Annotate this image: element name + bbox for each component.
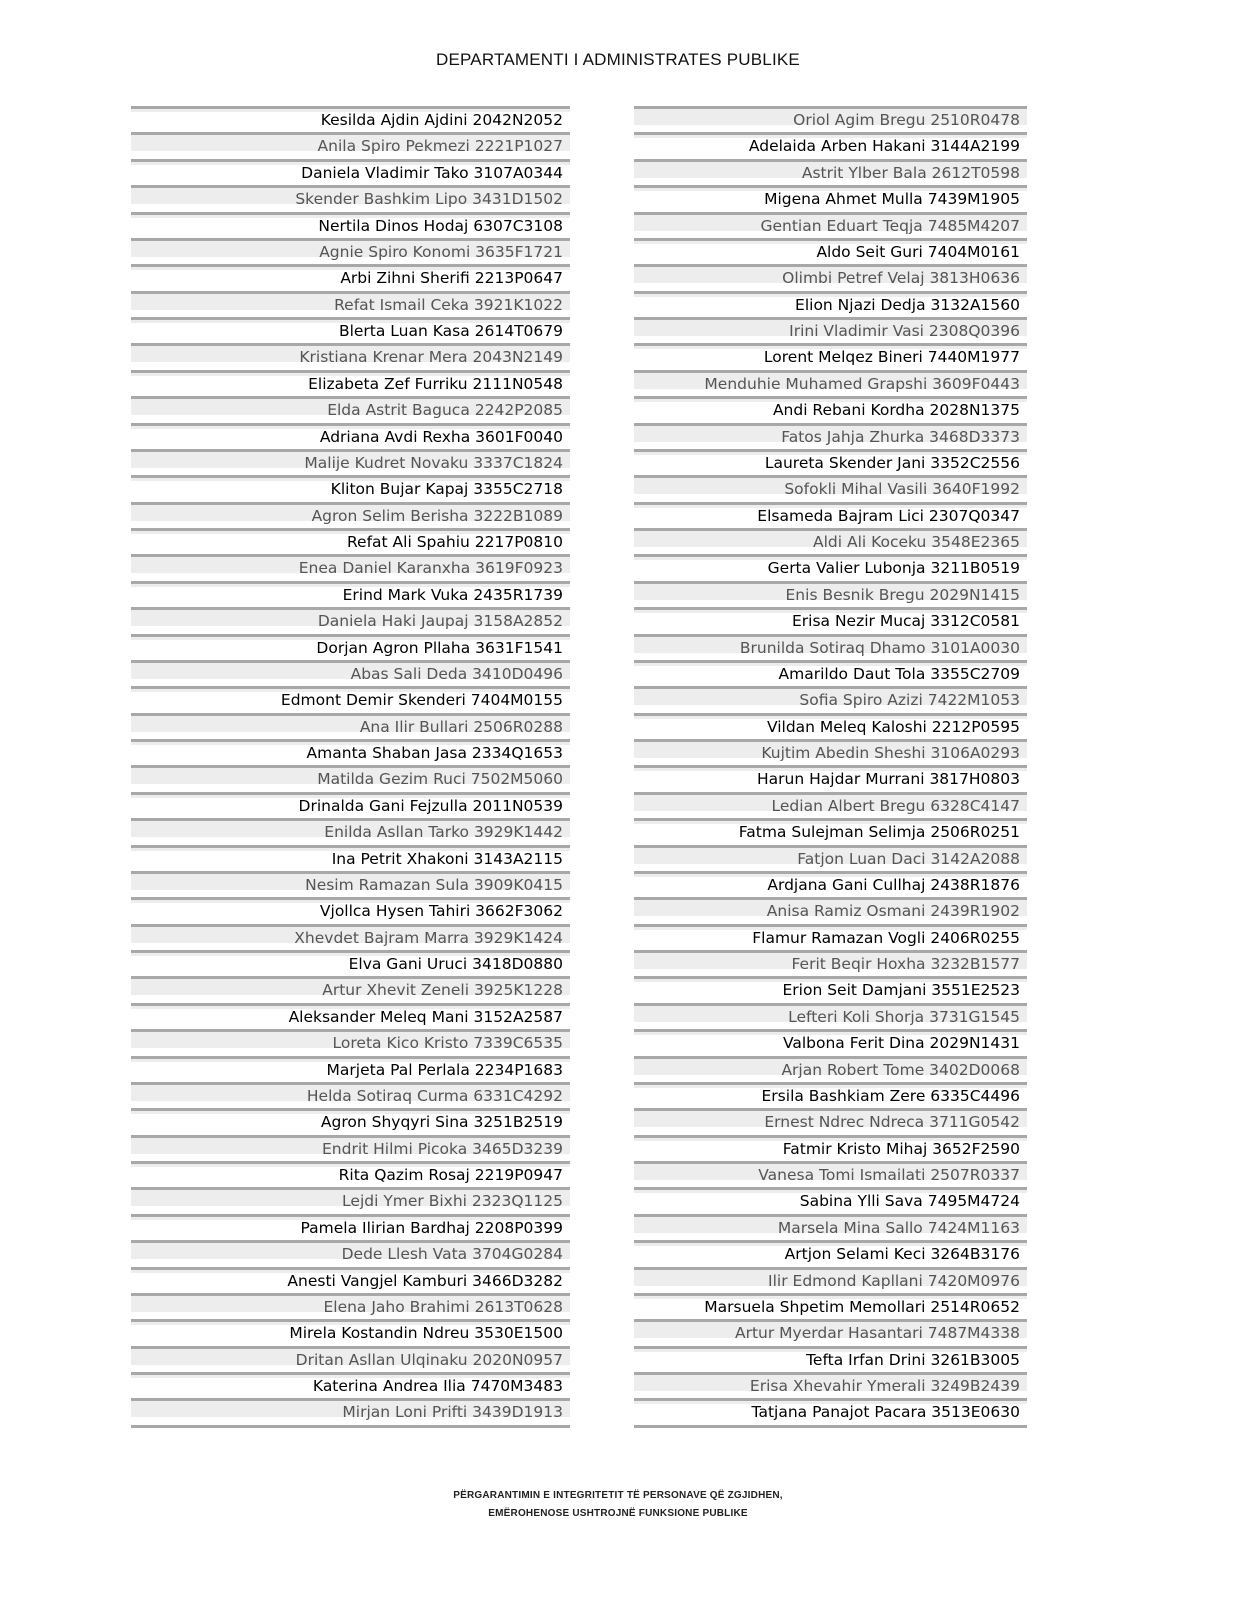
list-item: Agron Shyqyri Sina 3251B2519 bbox=[131, 1108, 570, 1134]
list-item: Enea Daniel Karanxha 3619F0923 bbox=[131, 554, 570, 580]
list-item: Marsela Mina Sallo 7424M1163 bbox=[634, 1214, 1027, 1240]
list-item: Gerta Valier Lubonja 3211B0519 bbox=[634, 554, 1027, 580]
list-item: Menduhie Muhamed Grapshi 3609F0443 bbox=[634, 370, 1027, 396]
page-footer bbox=[0, 1487, 1236, 1523]
list-item: Ferit Beqir Hoxha 3232B1577 bbox=[634, 950, 1027, 976]
list-item: Ana Ilir Bullari 2506R0288 bbox=[131, 713, 570, 739]
list-item: Ina Petrit Xhakoni 3143A2115 bbox=[131, 845, 570, 871]
list-item: Endrit Hilmi Picoka 3465D3239 bbox=[131, 1135, 570, 1161]
page-title: DEPARTAMENTI I ADMINISTRATES PUBLIKE bbox=[436, 50, 800, 69]
list-item: Lorent Melqez Bineri 7440M1977 bbox=[634, 343, 1027, 369]
list-item: Aleksander Meleq Mani 3152A2587 bbox=[131, 1003, 570, 1029]
list-item: Edmont Demir Skenderi 7404M0155 bbox=[131, 686, 570, 712]
list-item: Sofokli Mihal Vasili 3640F1992 bbox=[634, 475, 1027, 501]
list-item: Marsuela Shpetim Memollari 2514R0652 bbox=[634, 1293, 1027, 1319]
list-item: Helda Sotiraq Curma 6331C4292 bbox=[131, 1082, 570, 1108]
list-item: Brunilda Sotiraq Dhamo 3101A0030 bbox=[634, 634, 1027, 660]
list-item: Valbona Ferit Dina 2029N1431 bbox=[634, 1029, 1027, 1055]
list-item: Nertila Dinos Hodaj 6307C3108 bbox=[131, 212, 570, 238]
list-item: Agron Selim Berisha 3222B1089 bbox=[131, 502, 570, 528]
list-item: Aldo Seit Guri 7404M0161 bbox=[634, 238, 1027, 264]
list-item: Sofia Spiro Azizi 7422M1053 bbox=[634, 686, 1027, 712]
list-item: Artur Xhevit Zeneli 3925K1228 bbox=[131, 976, 570, 1002]
list-item: Elizabeta Zef Furriku 2111N0548 bbox=[131, 370, 570, 396]
list-item: Pamela Ilirian Bardhaj 2208P0399 bbox=[131, 1214, 570, 1240]
list-item: Agnie Spiro Konomi 3635F1721 bbox=[131, 238, 570, 264]
column-bottom-rule bbox=[634, 1425, 1027, 1428]
list-item: Blerta Luan Kasa 2614T0679 bbox=[131, 317, 570, 343]
list-item: Sabina Ylli Sava 7495M4724 bbox=[634, 1187, 1027, 1213]
list-item: Katerina Andrea Ilia 7470M3483 bbox=[131, 1372, 570, 1398]
list-item: Tatjana Panajot Pacara 3513E0630 bbox=[634, 1398, 1027, 1424]
list-item: Fatos Jahja Zhurka 3468D3373 bbox=[634, 423, 1027, 449]
list-item: Anisa Ramiz Osmani 2439R1902 bbox=[634, 897, 1027, 923]
list-item: Dritan Asllan Ulqinaku 2020N0957 bbox=[131, 1346, 570, 1372]
list-item: Vjollca Hysen Tahiri 3662F3062 bbox=[131, 897, 570, 923]
list-item: Adriana Avdi Rexha 3601F0040 bbox=[131, 423, 570, 449]
list-item: Gentian Eduart Teqja 7485M4207 bbox=[634, 212, 1027, 238]
list-item: Adelaida Arben Hakani 3144A2199 bbox=[634, 132, 1027, 158]
list-item: Anesti Vangjel Kamburi 3466D3282 bbox=[131, 1267, 570, 1293]
list-item: Kujtim Abedin Sheshi 3106A0293 bbox=[634, 739, 1027, 765]
list-item: Fatma Sulejman Selimja 2506R0251 bbox=[634, 818, 1027, 844]
list-item: Enilda Asllan Tarko 3929K1442 bbox=[131, 818, 570, 844]
list-item: Marjeta Pal Perlala 2234P1683 bbox=[131, 1056, 570, 1082]
list-item: Oriol Agim Bregu 2510R0478 bbox=[634, 106, 1027, 132]
footer-line-2: EMËROHENOSE USHTROJNË FUNKSIONE PUBLIKE bbox=[488, 1508, 748, 1519]
list-item: Astrit Ylber Bala 2612T0598 bbox=[634, 159, 1027, 185]
list-item: Nesim Ramazan Sula 3909K0415 bbox=[131, 871, 570, 897]
list-item: Ersila Bashkiam Zere 6335C4496 bbox=[634, 1082, 1027, 1108]
list-item: Amarildo Daut Tola 3355C2709 bbox=[634, 660, 1027, 686]
list-item: Fatjon Luan Daci 3142A2088 bbox=[634, 845, 1027, 871]
list-item: Refat Ali Spahiu 2217P0810 bbox=[131, 528, 570, 554]
list-item: Kliton Bujar Kapaj 3355C2718 bbox=[131, 475, 570, 501]
list-item: Harun Hajdar Murrani 3817H0803 bbox=[634, 765, 1027, 791]
footer-line-1: PËRGARANTIMIN E INTEGRITETIT TË PERSONAVE QË ZGJIDHEN, bbox=[453, 1490, 783, 1501]
list-item: Daniela Vladimir Tako 3107A0344 bbox=[131, 159, 570, 185]
list-item: Artur Myerdar Hasantari 7487M4338 bbox=[634, 1319, 1027, 1345]
column-bottom-rule bbox=[131, 1425, 570, 1428]
list-item: Xhevdet Bajram Marra 3929K1424 bbox=[131, 924, 570, 950]
list-item: Abas Sali Deda 3410D0496 bbox=[131, 660, 570, 686]
list-item: Andi Rebani Kordha 2028N1375 bbox=[634, 396, 1027, 422]
list-item: Ardjana Gani Cullhaj 2438R1876 bbox=[634, 871, 1027, 897]
list-item: Fatmir Kristo Mihaj 3652F2590 bbox=[634, 1135, 1027, 1161]
list-item: Ilir Edmond Kapllani 7420M0976 bbox=[634, 1267, 1027, 1293]
list-item: Elva Gani Uruci 3418D0880 bbox=[131, 950, 570, 976]
list-item: Vildan Meleq Kaloshi 2212P0595 bbox=[634, 713, 1027, 739]
list-item: Erisa Nezir Mucaj 3312C0581 bbox=[634, 607, 1027, 633]
list-item: Kesilda Ajdin Ajdini 2042N2052 bbox=[131, 106, 570, 132]
list-item: Drinalda Gani Fejzulla 2011N0539 bbox=[131, 792, 570, 818]
list-item: Elena Jaho Brahimi 2613T0628 bbox=[131, 1293, 570, 1319]
list-item: Elda Astrit Baguca 2242P2085 bbox=[131, 396, 570, 422]
list-item: Arjan Robert Tome 3402D0068 bbox=[634, 1056, 1027, 1082]
list-item: Mirjan Loni Prifti 3439D1913 bbox=[131, 1398, 570, 1424]
list-item: Olimbi Petref Velaj 3813H0636 bbox=[634, 264, 1027, 290]
list-item: Kristiana Krenar Mera 2043N2149 bbox=[131, 343, 570, 369]
list-item: Ernest Ndrec Ndreca 3711G0542 bbox=[634, 1108, 1027, 1134]
list-item: Loreta Kico Kristo 7339C6535 bbox=[131, 1029, 570, 1055]
list-item: Flamur Ramazan Vogli 2406R0255 bbox=[634, 924, 1027, 950]
list-item: Dede Llesh Vata 3704G0284 bbox=[131, 1240, 570, 1266]
list-item: Artjon Selami Keci 3264B3176 bbox=[634, 1240, 1027, 1266]
list-item: Daniela Haki Jaupaj 3158A2852 bbox=[131, 607, 570, 633]
right-name-column bbox=[634, 106, 1027, 1428]
list-item: Erind Mark Vuka 2435R1739 bbox=[131, 581, 570, 607]
list-item: Enis Besnik Bregu 2029N1415 bbox=[634, 581, 1027, 607]
list-item: Refat Ismail Ceka 3921K1022 bbox=[131, 291, 570, 317]
list-item: Erion Seit Damjani 3551E2523 bbox=[634, 976, 1027, 1002]
list-item: Lejdi Ymer Bixhi 2323Q1125 bbox=[131, 1187, 570, 1213]
list-item: Irini Vladimir Vasi 2308Q0396 bbox=[634, 317, 1027, 343]
list-item: Dorjan Agron Pllaha 3631F1541 bbox=[131, 634, 570, 660]
list-item: Migena Ahmet Mulla 7439M1905 bbox=[634, 185, 1027, 211]
list-item: Rita Qazim Rosaj 2219P0947 bbox=[131, 1161, 570, 1187]
list-item: Mirela Kostandin Ndreu 3530E1500 bbox=[131, 1319, 570, 1345]
list-item: Amanta Shaban Jasa 2334Q1653 bbox=[131, 739, 570, 765]
list-item: Elsameda Bajram Lici 2307Q0347 bbox=[634, 502, 1027, 528]
list-item: Erisa Xhevahir Ymerali 3249B2439 bbox=[634, 1372, 1027, 1398]
list-item: Laureta Skender Jani 3352C2556 bbox=[634, 449, 1027, 475]
left-name-column bbox=[131, 106, 570, 1428]
list-item: Vanesa Tomi Ismailati 2507R0337 bbox=[634, 1161, 1027, 1187]
list-item: Malije Kudret Novaku 3337C1824 bbox=[131, 449, 570, 475]
list-item: Matilda Gezim Ruci 7502M5060 bbox=[131, 765, 570, 791]
list-item: Elion Njazi Dedja 3132A1560 bbox=[634, 291, 1027, 317]
list-item: Ledian Albert Bregu 6328C4147 bbox=[634, 792, 1027, 818]
list-item: Anila Spiro Pekmezi 2221P1027 bbox=[131, 132, 570, 158]
list-item: Arbi Zihni Sherifi 2213P0647 bbox=[131, 264, 570, 290]
list-item: Aldi Ali Koceku 3548E2365 bbox=[634, 528, 1027, 554]
list-item: Tefta Irfan Drini 3261B3005 bbox=[634, 1346, 1027, 1372]
list-item: Lefteri Koli Shorja 3731G1545 bbox=[634, 1003, 1027, 1029]
list-item: Skender Bashkim Lipo 3431D1502 bbox=[131, 185, 570, 211]
